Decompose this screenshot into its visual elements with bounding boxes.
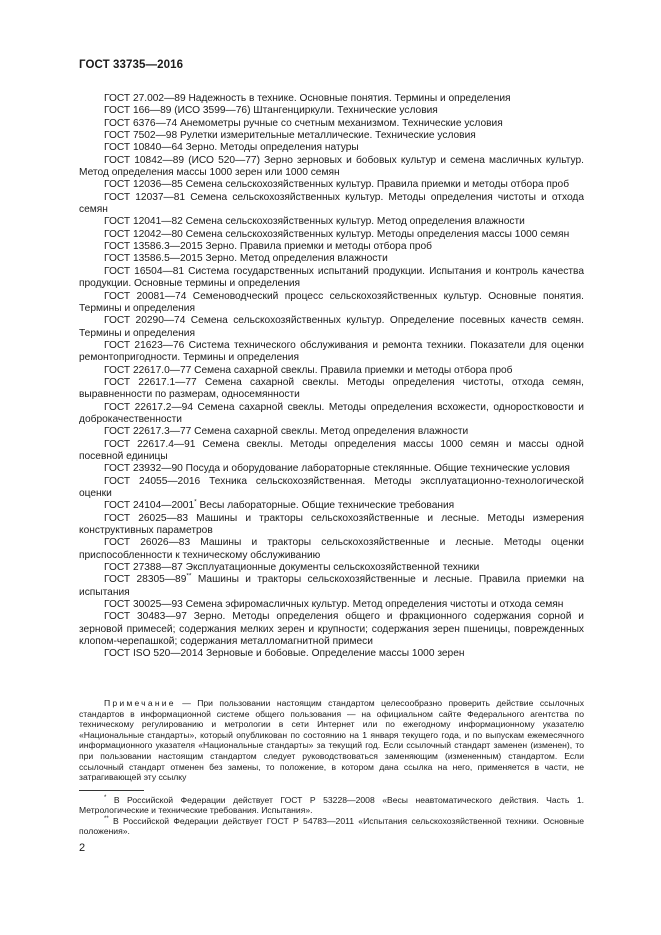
note-label: Примечание — [104, 698, 176, 708]
reference-item — [79, 340, 584, 365]
reference-item — [79, 291, 584, 316]
reference-item — [79, 611, 584, 648]
reference-text: ГОСТ 12037—81 Семена сельскохозяйственных культур. Методы определения чистоты и отхода семян — [79, 191, 584, 216]
reference-text: ГОСТ 22617.1—77 Семена сахарной свеклы. Методы определения чистоты, отхода семян, выравненности по размерам, односемянности — [79, 376, 584, 401]
reference-item — [79, 513, 584, 538]
note-text: — При пользовании настоящим стандартом целесообразно проверить действие ссылочных стандартов в информационной системе общего пользования — на официальном сайте Федерального агентства по техническому регулированию и метрологии в сети Интернет или по ежегодному информационному указателю «Национальные стандарты», который опубликован по состоянию на 1 января текущего года, и по выпускам ежемесячного информационного указателя «Национальные стандарты» за текущий год. Если ссылочный стандарт заменен (изменен), то при пользовании настоящим стандартом следует руководствоваться заменяющим (измененным) стандартом. Если ссылочный стандарт отменен без замены, то положение, в котором дана ссылка на него, применяется в части, не затрагивающей эту ссылку — [79, 698, 584, 783]
reference-item — [79, 130, 584, 142]
reference-item — [79, 537, 584, 562]
reference-text: ГОСТ 10842—89 (ИСО 520—77) Зерно зерновых и бобовых культур и семена масличных культур. Метод определения массы 1000 зерен или 1000 семян — [79, 154, 584, 179]
reference-item — [79, 574, 584, 599]
reference-text: ГОСТ 28305—89 — [104, 574, 187, 586]
reference-text: ГОСТ 23932—90 Посуда и оборудование лабораторные стеклянные. Общие технические условия — [104, 463, 570, 475]
footnote-mark: * — [104, 795, 107, 802]
reference-item — [79, 155, 584, 180]
reference-item — [79, 266, 584, 291]
footnote-text: В Российской Федерации действует ГОСТ Р 54783—2011 «Испытания сельскохозяйственной техники. Основные положения». — [79, 815, 584, 837]
reference-text: ГОСТ 12036—85 Семена сельскохозяйственных культур. Правила приемки и методы отбора проб — [104, 179, 570, 191]
footnote-text: В Российской Федерации действует ГОСТ Р 53228—2008 «Весы неавтоматического действия. Часть 1. Метрологические и технические требования. Испытания». — [79, 795, 584, 816]
reference-text: ГОСТ 30025—93 Семена эфиромасличных культур. Метод определения чистоты и отхода семян — [104, 599, 564, 611]
reference-text: ГОСТ 30483—97 Зерно. Методы определения общего и фракционного содержания сорной и зерновой примесей; содержания мелких зерен и крупности; содержания зерен пшеницы, поврежденных клопом-черепашкой; содержания металломагнитной примеси — [79, 611, 584, 648]
reference-item — [79, 105, 584, 117]
reference-text: ГОСТ 16504—81 Система государственных испытаний продукции. Испытания и контроль качества продукции. Основные термины и определения — [79, 265, 584, 290]
footnote-mark: * — [194, 498, 197, 506]
reference-item — [79, 599, 584, 611]
reference-text-continued: Весы лабораторные. Общие технические требования — [196, 500, 455, 512]
reference-item — [79, 648, 584, 660]
reference-text: ГОСТ 24055—2016 Техника сельскохозяйственная. Методы эксплуатационно-технологической оценки — [79, 475, 584, 499]
reference-text: ГОСТ 22617.0—77 Семена сахарной свеклы. Правила приемки и методы отбора проб — [104, 364, 513, 376]
footnote-separator — [79, 790, 144, 791]
footnote-item — [79, 795, 584, 816]
reference-text: ГОСТ 21623—76 Система технического обслуживания и ремонта техники. Показатели для оценки ремонтопригодности. Термины и определения — [79, 339, 584, 364]
reference-text: ГОСТ 20290—74 Семена сельскохозяйственных культур. Определение посевных качеств семян. Термины и определения — [79, 315, 584, 339]
reference-text: ГОСТ 26026—83 Машины и тракторы сельскохозяйственные и лесные. Методы оценки приспособленности к техническому обслуживанию — [79, 537, 584, 561]
reference-item — [79, 179, 584, 191]
reference-text: ГОСТ 13586.5—2015 Зерно. Метод определения влажности — [104, 253, 388, 265]
reference-text: ГОСТ 10840—64 Зерно. Методы определения натуры — [104, 142, 359, 154]
footnote-mark: ** — [104, 815, 109, 822]
reference-text: ГОСТ 20081—74 Семеноводческий процесс сельскохозяйственных культур. Основные понятия. Термины и определения — [79, 290, 584, 314]
reference-item — [79, 500, 584, 512]
footnotes — [79, 795, 584, 837]
reference-item — [79, 241, 584, 253]
page-number: 2 — [79, 842, 86, 854]
reference-item — [79, 426, 584, 438]
reference-item — [79, 118, 584, 130]
reference-item — [79, 253, 584, 265]
reference-item — [79, 402, 584, 427]
reference-item — [79, 476, 584, 501]
reference-text: ГОСТ 12041—82 Семена сельскохозяйственных культур. Метод определения влажности — [104, 216, 525, 228]
reference-item — [79, 365, 584, 377]
reference-text: ГОСТ 27388—87 Эксплуатационные документы сельскохозяйственной техники — [104, 562, 480, 574]
reference-text: ГОСТ 22617.2—94 Семена сахарной свеклы. Методы определения всхожести, одноростковости и доброкачественности — [79, 401, 584, 425]
reference-item — [79, 463, 584, 475]
reference-text: ГОСТ 24104—2001 — [104, 500, 195, 512]
note-paragraph — [79, 698, 584, 783]
reference-item — [79, 216, 584, 228]
reference-text: ГОСТ 27.002—89 Надежность в технике. Основные понятия. Термины и определения — [104, 93, 511, 104]
reference-list — [79, 93, 584, 661]
reference-text-continued: Машины и тракторы сельскохозяйственные и лесные. Правила приемки на испытания — [79, 574, 584, 598]
reference-text: ГОСТ 22617.3—77 Семена сахарной свеклы. Метод определения влажности — [104, 426, 469, 438]
reference-item — [79, 192, 584, 217]
reference-item — [79, 93, 584, 105]
reference-text: ГОСТ 13586.3—2015 Зерно. Правила приемки и методы отбора проб — [104, 241, 432, 253]
reference-item — [79, 315, 584, 340]
reference-text: ГОСТ 12042—80 Семена сельскохозяйственных культур. Методы определения массы 1000 семян — [104, 228, 570, 240]
reference-item — [79, 439, 584, 464]
reference-text: ГОСТ 26025—83 Машины и тракторы сельскохозяйственные и лесные. Методы измерения конструктивных параметров — [79, 512, 584, 537]
reference-text: ГОСТ 166—89 (ИСО 3599—76) Штангенциркули. Технические условия — [104, 105, 438, 117]
document-header: ГОСТ 33735—2016 — [79, 59, 184, 71]
reference-item — [79, 142, 584, 154]
reference-text: ГОСТ ISO 520—2014 Зерновые и бобовые. Определение массы 1000 зерен — [104, 648, 465, 660]
footnote-item — [79, 816, 584, 837]
reference-text: ГОСТ 6376—74 Анемометры ручные со счетным механизмом. Технические условия — [104, 117, 503, 129]
reference-text: ГОСТ 7502—98 Рулетки измерительные металлические. Технические условия — [104, 130, 476, 142]
footnote-mark: ** — [186, 573, 192, 581]
reference-item — [79, 229, 584, 241]
reference-item — [79, 377, 584, 402]
reference-text: ГОСТ 22617.4—91 Семена свеклы. Методы определения массы 1000 семян и массы одной посевной единицы — [79, 438, 584, 462]
reference-item — [79, 562, 584, 574]
